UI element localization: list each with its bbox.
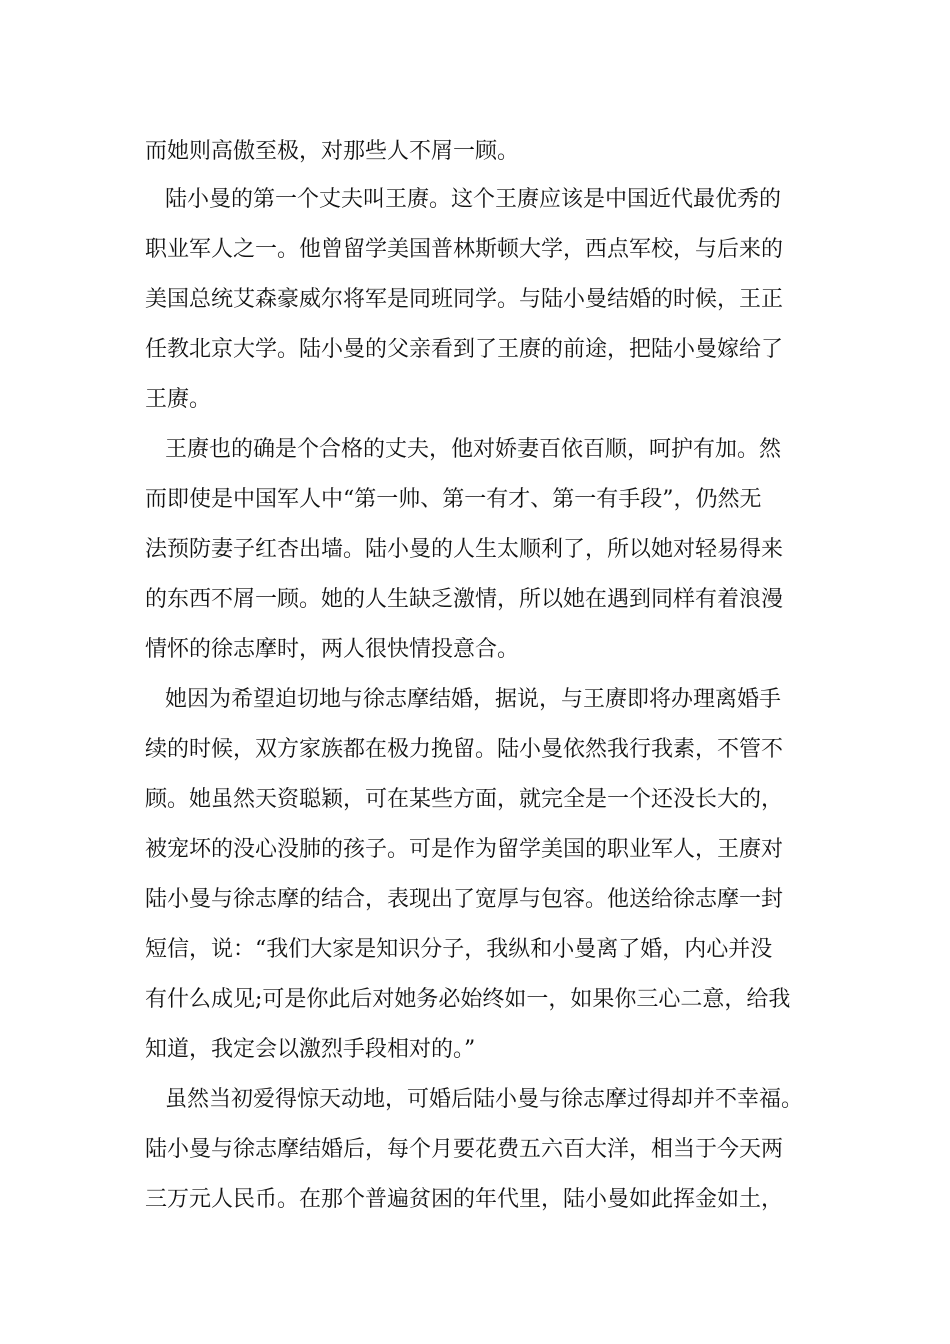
text-line: 短信，说：“我们大家是知识分子，我纵和小曼离了婚，内心并没 [145, 937, 773, 962]
text-line: 法预防妻子红杏出墙。陆小曼的人生太顺利了，所以她对轻易得来 [145, 537, 784, 562]
paragraph-first-line: 王赓也的确是个合格的丈夫，他对娇妻百依百顺，呵护有加。然 [165, 437, 782, 462]
text-line: 三万元人民币。在那个普遍贫困的年代里，陆小曼如此挥金如土， [145, 1187, 784, 1212]
text-line: 的东西不屑一顾。她的人生缺乏激情，所以她在遇到同样有着浪漫 [145, 587, 784, 612]
text-line: 情怀的徐志摩时，两人很快情投意合。 [145, 637, 520, 662]
text-line: 而她则高傲至极，对那些人不屑一顾。 [145, 139, 520, 164]
text-line: 被宠坏的没心没肺的孩子。可是作为留学美国的职业军人，王赓对 [145, 837, 784, 862]
text-line: 王赓。 [145, 387, 212, 412]
paragraph-first-line: 虽然当初爱得惊天动地，可婚后陆小曼与徐志摩过得却并不幸福。 [165, 1087, 804, 1112]
text-line: 知道，我定会以激烈手段相对的。” [145, 1037, 476, 1062]
paragraph-first-line: 陆小曼的第一个丈夫叫王赓。这个王赓应该是中国近代最优秀的 [165, 187, 782, 212]
paragraph-first-line: 她因为希望迫切地与徐志摩结婚，据说，与王赓即将办理离婚手 [165, 687, 782, 712]
text-line: 职业军人之一。他曾留学美国普林斯顿大学，西点军校，与后来的 [145, 237, 784, 262]
text-line: 美国总统艾森豪威尔将军是同班同学。与陆小曼结婚的时候，王正 [145, 287, 784, 312]
text-line: 续的时候，双方家族都在极力挽留。陆小曼依然我行我素，不管不 [145, 737, 784, 762]
text-line: 顾。她虽然天资聪颖，可在某些方面，就完全是一个还没长大的， [145, 787, 784, 812]
text-line: 而即使是中国军人中“第一帅、第一有才、第一有手段”，仍然无 [145, 487, 762, 512]
text-line: 任教北京大学。陆小曼的父亲看到了王赓的前途，把陆小曼嫁给了 [145, 337, 784, 362]
text-line: 陆小曼与徐志摩的结合，表现出了宽厚与包容。他送给徐志摩一封 [145, 887, 784, 912]
text-line: 有什么成见;可是你此后对她务必始终如一，如果你三心二意，给我 [145, 987, 791, 1012]
text-line: 陆小曼与徐志摩结婚后，每个月要花费五六百大洋，相当于今天两 [145, 1137, 784, 1162]
